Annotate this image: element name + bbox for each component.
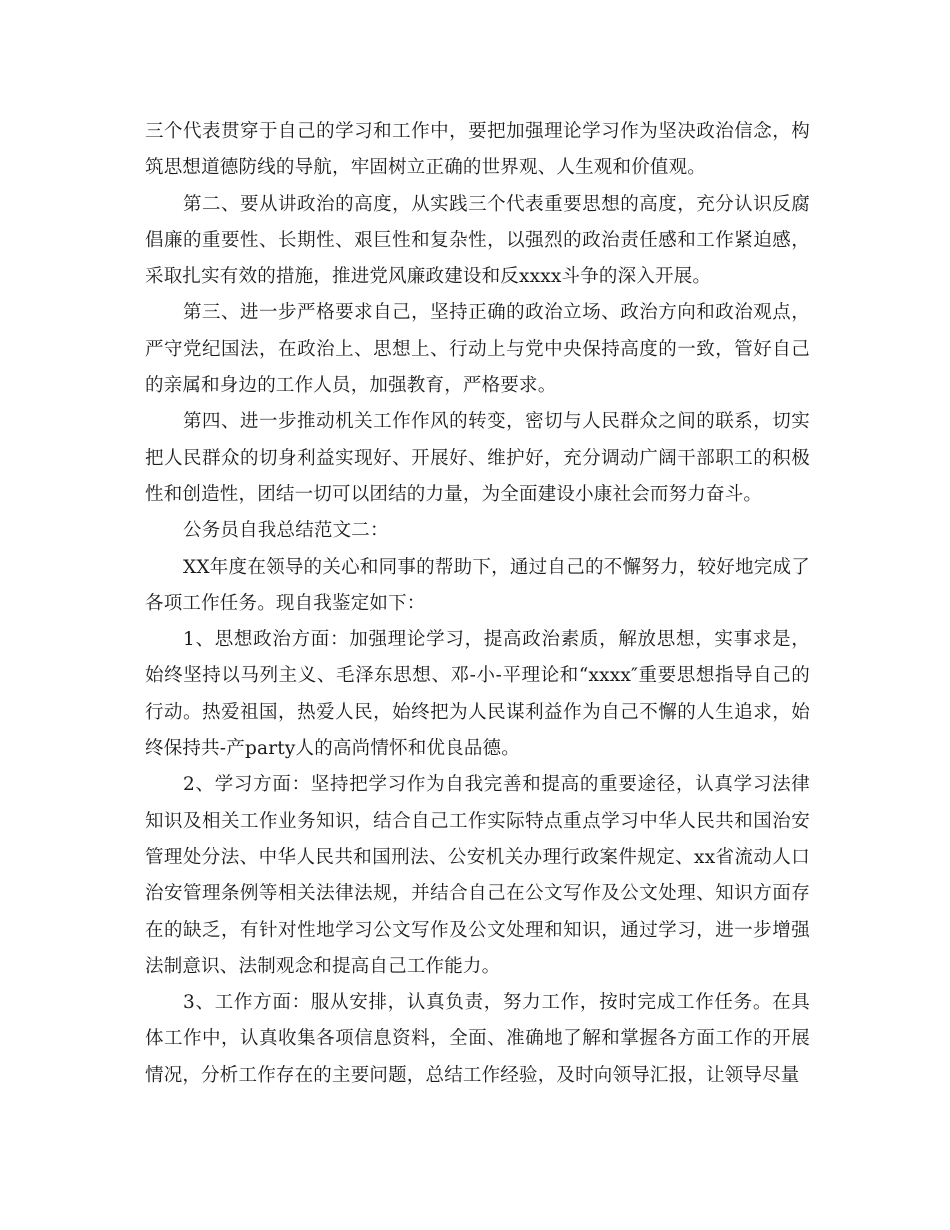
paragraph-point-three: 第三、进一步严格要求自己，坚持正确的政治立场、政治方向和政治观点，严守党纪国法，在政治上、思想上、行动上与党中央保持高度的一致，管好自己的亲属和身边的工作人员，加强教育，严格要求。: [145, 302, 810, 397]
paragraph-intro: XX年度在领导的关心和同事的帮助下，通过自己的不懈努力，较好地完成了各项工作任务。现自我鉴定如下：: [145, 556, 810, 614]
paragraph-continuation: 三个代表贯穿于自己的学习和工作中，要把加强理论学习作为坚决政治信念，构筑思想道德防线的导航，牢固树立正确的世界观、人生观和价值观。: [145, 121, 810, 179]
paragraph-point-four: 第四、进一步推动机关工作作风的转变，密切与人民群众之间的联系，切实把人民群众的切身利益实现好、开展好、维护好，充分调动广阔干部职工的积极性和创造性，团结一切可以团结的力量，为全面建设小康社会而努力奋斗。: [145, 411, 810, 505]
section-heading: 公务员自我总结范文二：: [183, 520, 389, 542]
document-body: [145, 114, 810, 1094]
paragraph-point-two: 第二、要从讲政治的高度，从实践三个代表重要思想的高度，充分认识反腐倡廉的重要性、长期性、艰巨性和复杂性，以强烈的政治责任感和工作紧迫感，采取扎实有效的措施，推进党风廉政建设和反xxxx斗争的深入开展。: [145, 193, 810, 288]
paragraph-study: 2、学习方面：坚持把学习作为自我完善和提高的重要途径，认真学习法律知识及相关工作业务知识，结合自己工作实际特点重点学习中华人民共和国治安管理处分法、中华人民共和国刑法、公安机关办理行政案件规定、xx省流动人口治安管理条例等相关法律法规，并结合自己在公文写作及公文处理、知识方面存在的缺乏，有针对性地学习公文写作及公文处理和知识，通过学习，进一步增强法制意识、法制观念和提高自己工作能力。: [145, 774, 810, 977]
paragraph-politics: 1、思想政治方面：加强理论学习，提高政治素质，解放思想，实事求是，始终坚持以马列主义、毛泽东思想、邓-小-平理论和“xxxx″重要思想指导自己的行动。热爱祖国，热爱人民，始终把为人民谋利益作为自己不懈的人生追求，始终保持共-产party人的高尚情怀和优良品德。: [145, 629, 811, 760]
paragraph-work: 3、工作方面：服从安排，认真负责，努力工作，按时完成工作任务。在具体工作中，认真收集各项信息资料，全面、准确地了解和掌握各方面工作的开展情况，分析工作存在的主要问题，总结工作经验，及时向领导汇报，让领导尽量: [145, 992, 810, 1086]
